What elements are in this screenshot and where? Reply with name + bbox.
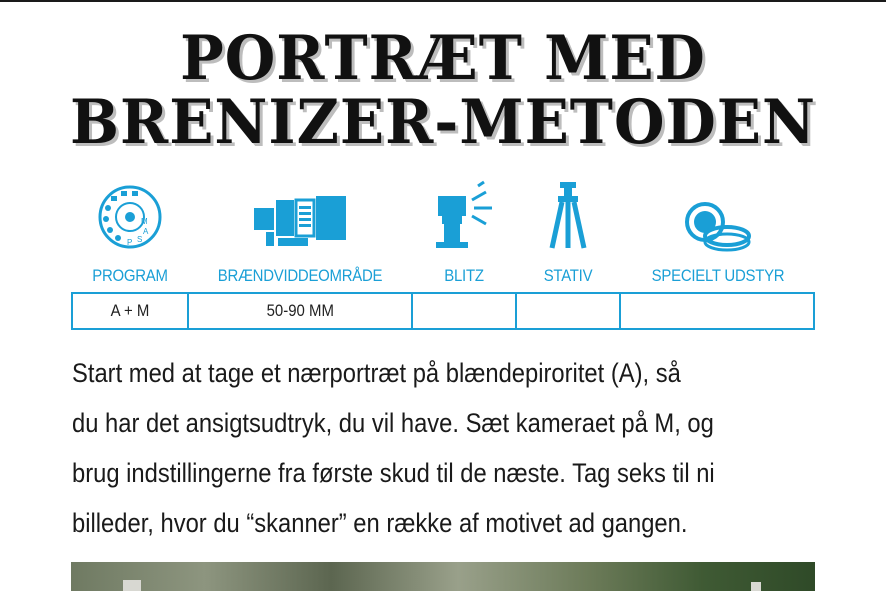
settings-values-row (71, 292, 815, 330)
value-flash (413, 294, 517, 328)
mode-dial-icon (97, 184, 163, 250)
article-photo (71, 562, 815, 591)
page-title (0, 22, 886, 158)
svg-text:P: P (127, 238, 133, 247)
settings-icons-row (72, 178, 816, 288)
body-line: brug indstillingerne fra første skud til de næste. Tag seks til ni (72, 458, 715, 488)
tripod-icon (548, 180, 588, 252)
setting-special-gear (620, 178, 816, 288)
setting-special-gear-label: SPECIELT UDSTYR (651, 266, 785, 285)
body-paragraph (72, 348, 832, 548)
body-line: billeder, hvor du “skanner” en række af motivet ad gangen. (72, 508, 688, 538)
svg-text:M: M (141, 217, 148, 226)
setting-focal-range (188, 178, 412, 288)
setting-tripod-label: STATIV (543, 266, 593, 285)
value-tripod (517, 294, 621, 328)
value-program: A + M (73, 294, 189, 328)
title-line-2: BRENIZER-METODEN (69, 86, 816, 158)
value-focal-range: 50-90 MM (189, 294, 413, 328)
svg-text:S: S (137, 235, 143, 244)
svg-text:A: A (143, 227, 149, 236)
setting-program (72, 178, 188, 288)
title-line-1: PORTRÆT MED (180, 22, 706, 94)
body-line: Start med at tage et nærportræt på blændepiroritet (A), så (72, 358, 681, 388)
setting-program-label: PROGRAM (92, 266, 168, 285)
setting-tripod (516, 178, 620, 288)
setting-flash-label: BLITZ (444, 266, 484, 285)
filters-icon (683, 200, 753, 252)
setting-focal-range-label: BRÆNDVIDDEOMRÅDE (217, 266, 383, 285)
value-special-gear (621, 294, 813, 328)
setting-flash (412, 178, 516, 288)
lens-icon (252, 194, 348, 250)
body-line: du har det ansigtsudtryk, du vil have. Sæt kameraet på M, og (72, 408, 714, 438)
top-rule (0, 0, 886, 2)
flash-icon (424, 180, 504, 250)
